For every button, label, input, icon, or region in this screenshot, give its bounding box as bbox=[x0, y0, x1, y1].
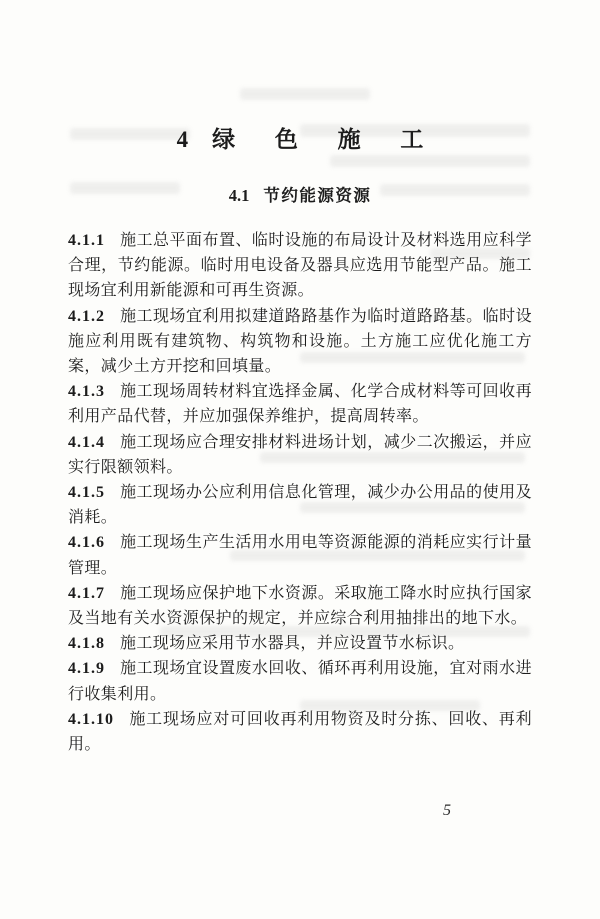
clause-number: 4.1.3 bbox=[68, 383, 105, 401]
clause-list bbox=[68, 228, 532, 757]
clause-number: 4.1.2 bbox=[68, 307, 105, 325]
clause-text: 施工现场生产生活用水用电等资源能源的消耗应实行计量管理。 bbox=[68, 534, 532, 577]
clause-text: 施工现场应保护地下水资源。采取施工降水时应执行国家及当地有关水资源保护的规定，并应综合利用抽排出的地下水。 bbox=[68, 584, 532, 628]
clause bbox=[68, 304, 532, 380]
clause-number: 4.1.6 bbox=[68, 534, 105, 552]
clause-text: 施工现场应对可回收再利用物资及时分拣、回收、再利用。 bbox=[68, 710, 532, 754]
clause-text: 施工现场周转材料宜选择金属、化学合成材料等可回收再利用产品代替，并应加强保养维护，提高周转率。 bbox=[68, 383, 532, 426]
clause-text: 施工总平面布置、临时设施的布局设计及材料选用应科学合理，节约能源。临时用电设备及器具应选用节能型产品。施工现场宜利用新能源和可再生资源。 bbox=[68, 232, 532, 300]
clause bbox=[68, 631, 532, 656]
clause bbox=[68, 228, 532, 304]
clause-number: 4.1.7 bbox=[68, 584, 105, 602]
clause-number: 4.1.5 bbox=[68, 484, 105, 502]
clause-number: 4.1.8 bbox=[68, 635, 105, 653]
clause bbox=[68, 430, 532, 480]
chapter-title: 绿 色 施 工 bbox=[212, 127, 441, 152]
document-page bbox=[68, 0, 532, 919]
clause-text: 施工现场应采用节水器具，并应设置节水标识。 bbox=[120, 635, 465, 653]
clause bbox=[68, 581, 532, 631]
clause bbox=[68, 530, 532, 580]
clause-number: 4.1.4 bbox=[68, 433, 105, 451]
clause-text: 施工现场应合理安排材料进场计划，减少二次搬运，并应实行限额领料。 bbox=[68, 433, 532, 476]
clause-text: 施工现场宜利用拟建道路路基作为临时道路路基。临时设施应利用既有建筑物、构筑物和设施。土方施工应优化施工方案，减少土方开挖和回填量。 bbox=[68, 307, 532, 376]
clause-text: 施工现场宜设置废水回收、循环再利用设施，宜对雨水进行收集利用。 bbox=[68, 660, 532, 703]
clause-text: 施工现场办公应利用信息化管理，减少办公用品的使用及消耗。 bbox=[68, 484, 532, 527]
clause bbox=[68, 480, 532, 530]
clause bbox=[68, 656, 532, 706]
clause-number: 4.1.10 bbox=[68, 710, 114, 728]
clause bbox=[68, 379, 532, 429]
section-heading bbox=[68, 186, 532, 206]
chapter-heading bbox=[68, 126, 532, 154]
page-number: 5 bbox=[443, 802, 451, 819]
section-number: 4.1 bbox=[228, 186, 250, 205]
clause-number: 4.1.1 bbox=[68, 232, 105, 249]
chapter-number: 4 bbox=[176, 127, 189, 152]
clause-number: 4.1.9 bbox=[68, 660, 105, 678]
section-title: 节约能源资源 bbox=[263, 186, 372, 205]
clause bbox=[68, 707, 532, 757]
